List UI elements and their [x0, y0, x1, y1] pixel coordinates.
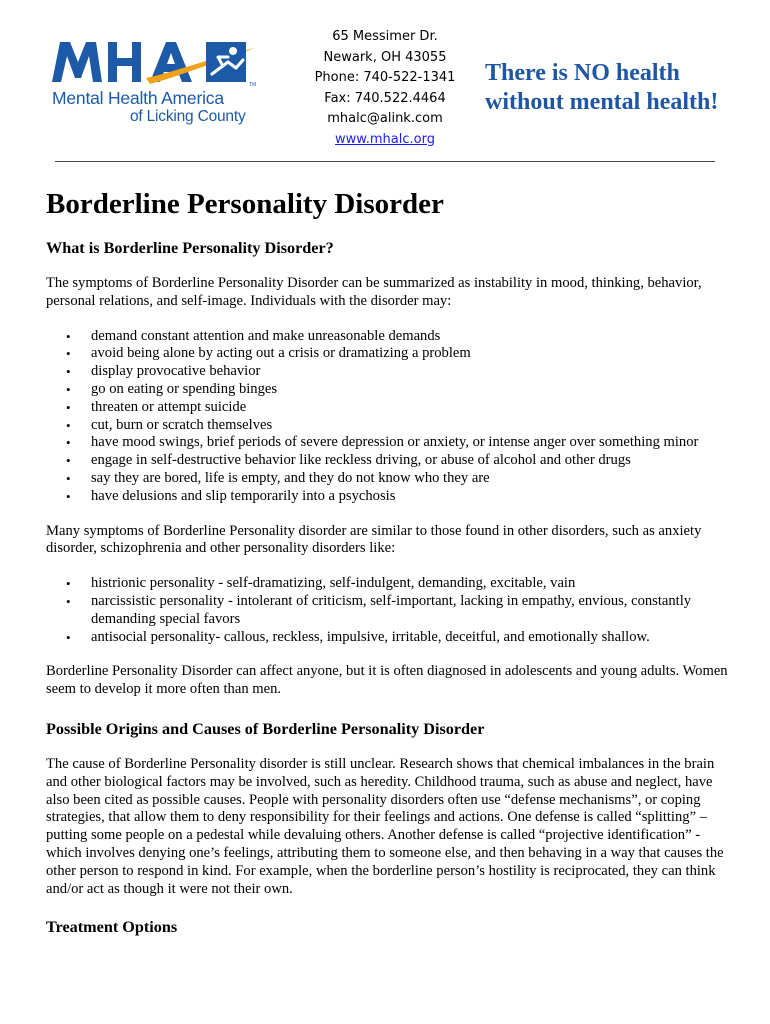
slogan-line2: without mental health! — [485, 89, 719, 115]
list-item: • demand constant attention and make unreasonable demands — [46, 328, 736, 346]
list-item: • display provocative behavior — [46, 363, 736, 381]
section-heading-what-is: What is Borderline Personality Disorder? — [46, 239, 334, 257]
mha-logo-mark-icon — [50, 38, 262, 90]
causes-paragraph: The cause of Borderline Personality disorder is still unclear. Research shows that chemical imbalances in the brain and other biological factors may be involved, such as heredity. Childhood trauma, such as abuse and neglect, have also been cited as possible causes. People with personality disorders often use “defense mechanisms”, or coping strategies, that allow them to deny responsibility for their feelings and actions. One defense is called “splitting” – putting some people on a pedestal while devaluing others. Another defense is called “projective identification” - which involves denying one’s feelings, attributing them to someone else, and then behaving in a way that causes the other person to respond in kind. For example, when the borderline person’s hostility is reciprocated, they can think and/or act as though it were not their own. — [46, 755, 724, 897]
list-item: • histrionic personality - self-dramatizing, self-indulgent, demanding, excitable, vain — [46, 575, 736, 593]
list-item: • engage in self-destructive behavior like reckless driving, or abuse of alcohol and other drugs — [46, 452, 736, 470]
website-link[interactable]: www.mhalc.org — [335, 131, 435, 147]
list-item: • avoid being alone by acting out a crisis or dramatizing a problem — [46, 345, 736, 363]
list-item: • go on eating or spending binges — [46, 381, 736, 399]
address-line2: Newark, OH 43055 — [323, 49, 447, 65]
similar-disorders-list — [46, 575, 736, 646]
address-line1: 65 Messimer Dr. — [332, 29, 438, 44]
slogan — [485, 59, 718, 117]
header-divider — [55, 161, 715, 162]
email-address: mhalc@alink.com — [327, 111, 443, 126]
fax-number: Fax: 740.522.4464 — [324, 90, 446, 106]
contact-block — [300, 27, 470, 150]
list-item: • narcissistic personality - intolerant of criticism, self-important, lacking in empathy, envious, constantly demanding special favors — [46, 593, 736, 629]
document-body — [46, 183, 736, 937]
list-item: • say they are bored, life is empty, and they do not know who they are — [46, 470, 736, 488]
document-title: Borderline Personality Disorder — [46, 188, 444, 220]
list-item: • have delusions and slip temporarily into a psychosis — [46, 488, 736, 506]
trademark-mark: TM — [249, 82, 257, 88]
affects-paragraph: Borderline Personality Disorder can affect anyone, but it is often diagnosed in adolescents and young adults. Women seem to develop it more often than men. — [46, 663, 728, 698]
slogan-line1: There is NO health — [485, 60, 680, 86]
org-name-line1: Mental Health America — [52, 88, 224, 108]
list-item: • threaten or attempt suicide — [46, 399, 736, 417]
phone-number: Phone: 740-522-1341 — [314, 70, 456, 85]
list-item: • cut, burn or scratch themselves — [46, 417, 736, 435]
list-item: • have mood swings, brief periods of severe depression or anxiety, or intense anger over something minor — [46, 434, 736, 452]
list-item: • antisocial personality- callous, reckless, impulsive, irritable, deceitful, and emotionally shallow. — [46, 629, 736, 647]
similar-disorders-paragraph: Many symptoms of Borderline Personality disorder are similar to those found in other disorders, such as anxiety disorder, schizophrenia and other personality disorders like: — [46, 522, 702, 557]
section-heading-causes: Possible Origins and Causes of Borderline Personality Disorder — [46, 719, 485, 738]
section-heading-treatment: Treatment Options — [46, 918, 178, 937]
intro-paragraph: The symptoms of Borderline Personality Disorder can be summarized as instability in mood, thinking, behavior, personal relations, and self-image. Individuals with the disorder may: — [46, 275, 702, 309]
symptoms-list — [46, 328, 736, 506]
org-name-line2: of Licking County — [130, 108, 246, 125]
mha-logo — [50, 38, 262, 130]
